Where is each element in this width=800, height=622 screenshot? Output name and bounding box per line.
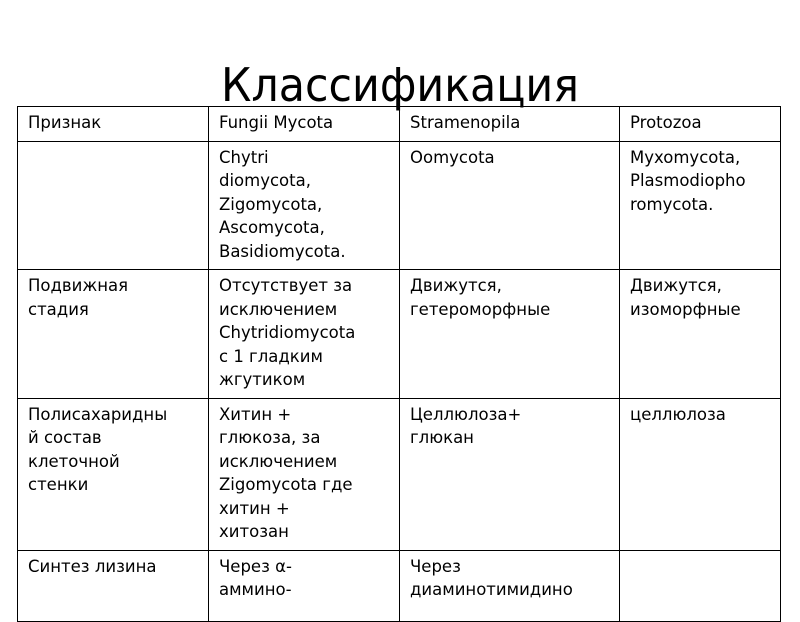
cell-protozoa: Движутся, изоморфные (620, 270, 781, 399)
classification-table-container (17, 106, 780, 622)
cell-stramenopila: Целлюлоза+ глюкан (400, 398, 620, 550)
header-protozoa: Protozoa (620, 107, 781, 142)
cell-protozoa: целлюлоза (620, 398, 781, 550)
cell-feature: Подвижная стадия (18, 270, 209, 399)
cell-feature (18, 141, 209, 270)
header-feature: Признак (18, 107, 209, 142)
cell-protozoa (620, 550, 781, 621)
slide-title: Классификация (221, 57, 579, 112)
header-stramenopila: Stramenopila (400, 107, 620, 142)
table-row (18, 550, 781, 621)
cell-fungii: Chytri diomycota, Zigomycota, Ascomycota, Basidiomycota. (209, 141, 400, 270)
cell-stramenopila: Движутся, гетероморфные (400, 270, 620, 399)
cell-stramenopila: Через диаминотимидино (400, 550, 620, 621)
cell-feature: Полисахаридны й состав клеточной стенки (18, 398, 209, 550)
cell-fungii: Хитин + глюкоза, за исключением Zigomycota где хитин + хитозан (209, 398, 400, 550)
cell-fungii: Отсутствует за исключением Chytridiomycota с 1 гладким жгутиком (209, 270, 400, 399)
cell-protozoa: Myxomycota, Plasmodiopho romycota. (620, 141, 781, 270)
cell-feature: Синтез лизина (18, 550, 209, 621)
table-row (18, 398, 781, 550)
cell-fungii: Через α- аммино- (209, 550, 400, 621)
table-row (18, 141, 781, 270)
table-header-row (18, 107, 781, 142)
classification-table (17, 106, 781, 622)
cell-stramenopila: Oomycota (400, 141, 620, 270)
table-row (18, 270, 781, 399)
header-fungii-mycota: Fungii Mycota (209, 107, 400, 142)
